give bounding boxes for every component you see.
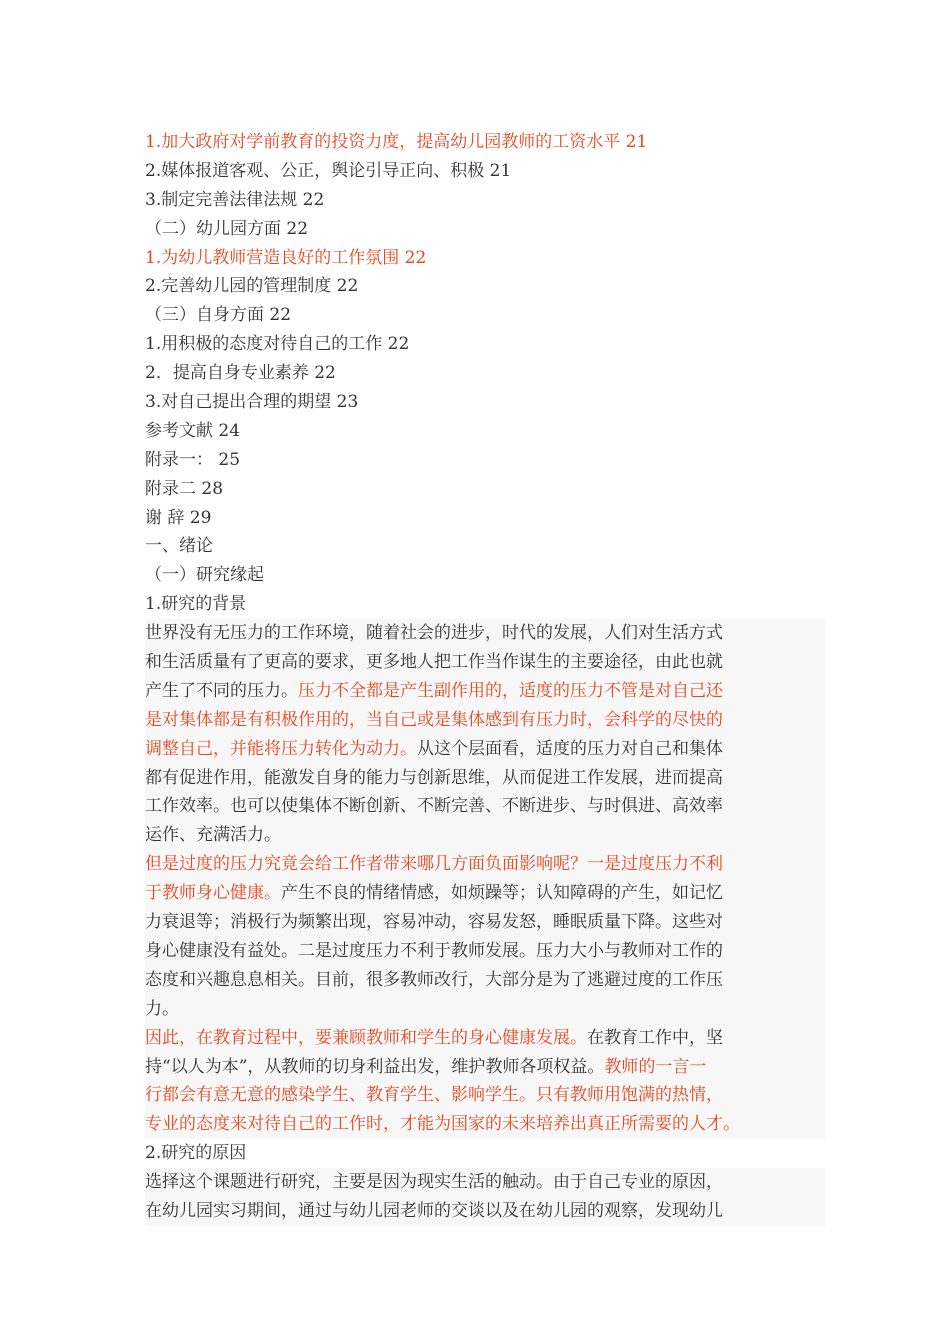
toc-entry: （二）幼儿园方面 22 [145,218,309,239]
text-segment: 选择这个课题进行研究，主要是因为现实生活的触动。由于自己专业的原因， [145,1172,723,1193]
toc-entry: 1.为幼儿教师营造良好的工作氛围 22 [145,247,427,268]
highlighted-text: 是对集体都是有积极作用的，当自己或是集体感到有压力时，会科学的尽快的 [145,709,723,730]
paragraph-background [145,619,825,850]
toc-entry: 3.对自己提出合理的期望 23 [145,392,359,413]
text-segment: 工作效率。也可以使集体不断创新、不断完善、不断进步、与时俱进、高效率 [145,796,723,817]
paragraph-reasons [145,1168,825,1226]
toc-entry: 附录二 28 [145,478,224,499]
paragraph-line [145,677,825,706]
highlighted-text: 压力不全都是产生副作用的，适度的压力不管是对自己还 [298,680,723,701]
paragraph-negative-effects [145,850,825,1023]
paragraph-line [145,1168,825,1197]
paragraph-conclusion [145,1024,825,1140]
text-segment: 力衰退等；消极行为频繁出现，容易冲动，容易发怒，睡眠质量下降。这些对 [145,912,723,933]
highlighted-text: 因此，在教育过程中，要兼顾教师和学生的身心健康发展。 [145,1027,587,1048]
toc-entry: 1.加大政府对学前教育的投资力度，提高幼儿园教师的工资水平 21 [145,132,648,152]
paragraph-line [145,1024,825,1053]
highlighted-text: 行都会有意无意的感染学生、教育学生、影响学生。只有教师用饱满的热情， [145,1085,723,1106]
paragraph-line [145,1110,825,1139]
paragraph-line [145,735,825,764]
highlighted-text: 教师的一言一 [604,1056,707,1077]
text-segment: 和生活质量有了更高的要求，更多地人把工作当作谋生的主要途径，由此也就 [145,652,723,673]
paragraph-line [145,908,825,937]
paragraph-line [145,850,825,879]
text-segment: 产生了不同的压力。 [145,680,298,701]
text-segment: 在幼儿园实习期间，通过与幼儿园老师的交谈以及在幼儿园的观察，发现幼儿 [145,1200,723,1221]
highlighted-text: 专业的态度来对待自己的工作时，才能为国家的未来培养出真正所需要的人才。 [145,1114,740,1135]
paragraph-line [145,879,825,908]
paragraph-line [145,966,825,995]
toc-entry: 参考文献 24 [145,420,241,441]
text-segment: 都有促进作用，能激发自身的能力与创新思维，从而促进工作发展，进而提高 [145,767,723,788]
text-segment: 在教育工作中，坚 [587,1027,723,1048]
paragraph-line [145,1081,825,1110]
highlighted-text: 调整自己，并能将压力转化为动力。 [145,738,417,759]
section-heading: （一）研究缘起 [145,565,264,586]
text-segment: 世界没有无压力的工作环境，随着社会的进步，时代的发展，人们对生活方式 [145,623,723,644]
text-segment: 态度和兴趣息息相关。目前，很多教师改行，大部分是为了逃避过度的工作压 [145,969,723,990]
text-segment: 从这个层面看，适度的压力对自己和集体 [417,738,723,759]
highlighted-text: 于教师身心健康。 [145,883,281,904]
text-segment: 运作、充满活力。 [145,825,281,846]
document-content [145,128,825,1226]
toc-entry: 2.媒体报道客观、公正，舆论引导正向、积极 21 [145,160,512,181]
paragraph-line [145,619,825,648]
toc-entry: 1.用积极的态度对待自己的工作 22 [145,334,410,355]
paragraph-line [145,821,825,850]
text-segment: 持“以人为本”，从教师的切身利益出发，维护教师各项权益。 [145,1056,605,1077]
toc-entry: （三）自身方面 22 [145,305,292,326]
paragraph-line [145,764,825,793]
table-of-contents [145,128,825,532]
toc-entry: 3.制定完善法律法规 22 [145,189,325,210]
toc-entry: 附录一： 25 [145,449,241,470]
paragraph-line [145,937,825,966]
paragraph-line [145,648,825,677]
chapter-heading: 一、绪论 [145,536,213,557]
subsection-heading-reasons: 2.研究的原因 [145,1143,247,1164]
toc-entry: 谢 辞 29 [145,507,212,528]
paragraph-line [145,792,825,821]
highlighted-text: 但是过度的压力究竟会给工作者带来哪几方面负面影响呢？一是过度压力不利 [145,854,723,875]
paragraph-line [145,1053,825,1082]
paragraph-line [145,995,825,1024]
subsection-heading-background: 1.研究的背景 [145,594,247,615]
text-segment: 身心健康没有益处。二是过度压力不利于教师发展。压力大小与教师对工作的 [145,940,723,961]
toc-entry: 2．提高自身专业素养 22 [145,363,336,384]
text-segment: 产生不良的情绪情感，如烦躁等；认知障碍的产生，如记忆 [281,883,723,904]
toc-entry: 2.完善幼儿园的管理制度 22 [145,276,359,297]
paragraph-line [145,1197,825,1226]
text-segment: 力。 [145,998,179,1019]
paragraph-line [145,706,825,735]
